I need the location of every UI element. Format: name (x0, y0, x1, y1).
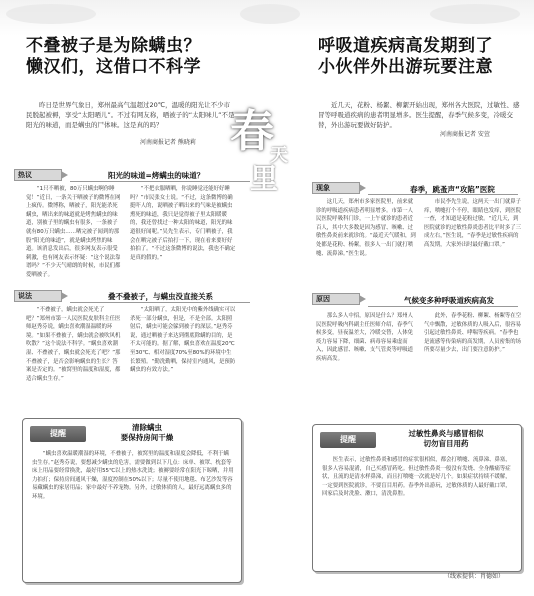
left-tip-title (92, 423, 202, 443)
right-headline (318, 36, 518, 78)
left-reporter: 河南商报记者 熊晓莉 (140, 139, 196, 146)
right-tip-title-line2: 切勿盲目用药 (423, 439, 469, 448)
section-tag-viewpoint: 说法 (14, 290, 62, 302)
left-tip-title-line1: 清除螨虫 (132, 423, 162, 432)
right-tip-title (384, 429, 508, 449)
right-tip-title-line1: 过敏性鼻炎与感冒相似 (408, 429, 484, 438)
left-headline-line2: 懒汉们，这借口不科学 (26, 57, 201, 77)
left-section2-title: 叠不叠被子，与螨虫没直接关系 (108, 292, 213, 301)
day-char: 天 (270, 145, 288, 166)
right-section1-title: 春季，跳蚤声“攻陷”医院 (410, 185, 495, 194)
divider (368, 306, 518, 307)
inside-char: 里 (250, 162, 279, 195)
left-tip-title-line2: 要保持房间干燥 (120, 433, 174, 442)
divider (70, 302, 250, 303)
right-section2-title: 气候变多种呼吸道疾病高发 (404, 296, 494, 305)
source-credit: （线索提供：肖德如） (443, 573, 504, 580)
right-headline-line1: 呼吸道疾病高发期到了 (318, 36, 493, 56)
section-tag-cause: 原因 (312, 293, 360, 305)
divider (368, 194, 518, 195)
right-section2-col2: 此外，春季花粉、柳絮、杨絮等在空气中飘散，过敏体质的人吸入后，很容易引起过敏性鼻炎、哮喘等疾病。“春季也是流感等传染病的高发期，人员密集的场所要尽量少去，出门要注意防护。” (424, 313, 522, 354)
left-headline (26, 36, 241, 78)
section-tag-phenomenon: 现象 (312, 182, 360, 194)
left-tip-label: 提醒 (30, 426, 86, 442)
left-section2-col1: “不叠被子，螨虫就会死光了吧？”郑州市第一人民医院皮肤科主任医师赵秀芬说，螨虫喜欢潮湿温暖的环境。“如果不叠被子，螨虫就会被吹风机吹散？”这个说法不科学。“螨虫喜欢潮湿、不叠被子，螨虫就会死光了吧？”那不叠被子，是否会影响螨虫的生长？答案是否定的。“被窝里的温度和湿度，都适合螨虫生存。” (26, 307, 121, 382)
left-section1-col1: “1只不晒被，80万只螨虫啊你睡觉！”近日，一条关于晒被子的微博在网上疯传。微博称，晒被子，阳光能杀死螨虫，晒出来的味道就是烤焦螨虫的味道，别被子里的螨虫有很多，一条被子就有80万只螨虫……晒完被子闻到的那股“阳光的味道”，就是螨虫烤焦的味道。该消息发出后，很多网友表示很受刺激，也有网友表示怀疑：“这个说法靠谱吗？”不少天气晴朗的时候，市民们都爱晒被子。 (26, 186, 121, 278)
section-tag-hot-topic: 热议 (14, 169, 62, 181)
spring-char: 春 (230, 106, 274, 157)
spring-title-art (230, 95, 300, 200)
right-tip-label: 提醒 (320, 432, 376, 448)
left-section1-col2: “不把衣服晒晒，你说睡觉还能好好睡吗？”市民张女士说。“不过，这条微博的确挺吓人的，说晒被子晒出来的气味是被螨虫熏死的味道，我只是觉得被子里太阳暖暖的，我还曾找过一种太阳的味道，阳光的味道很好闻呢。”吴先生表示，专门晒被子，我会在晒完被子后拍打一下，现在看来要好好拍拍了。“不过这条微博的说法，我也不确定是真的假的。” (130, 186, 236, 261)
right-intro: 近几天，花粉、杨絮、柳絮开始出现，郑州各大医院，过敏性、感冒等呼吸道疾病的患者明显增多。医生提醒，春季气候多变，冷暖交替，外出游玩要做好防护。 (318, 101, 520, 129)
left-section1-title: 阳光的味道=烤螨虫的味道？ (108, 171, 205, 180)
leaf-decoration (430, 4, 520, 24)
divider (70, 181, 250, 182)
right-reporter: 河南商报记者 安萱 (440, 131, 490, 138)
right-section1-col2: 市民李先生说，这两天一出门就鼻子痒，喷嚏打个不停，眼睛也发痒，到医院一查，才知道是花粉过敏。“近几天，到医院就诊的过敏性鼻炎患者比平时多了三成左右，”医生说，“春季是过敏性疾病的高发期，大家外出时最好戴口罩。” (424, 199, 522, 248)
left-headline-line1: 不叠被子是为除螨虫？ (26, 36, 201, 56)
leaf-decoration (240, 4, 300, 24)
top-decorative-band (0, 0, 534, 36)
right-section2-col1: 那么多人中招，原因是什么？郑州人民医院呼吸内科副主任医师介绍，春季气候多变，昼夜温差大，冷暖交替，人体免疫力容易下降，细菌、病毒容易乘虚而入，因此感冒、咳嗽、支气管炎等呼吸道疾病高发。 (316, 313, 414, 362)
leaf-decoration (6, 4, 96, 24)
left-intro: 昨日是世界气象日，郑州最高气温超过20℃，温暖的阳光让不少市民脱起被褥，享受“太阳晒儿”。不过有网友称，晒被子的“太阳味儿”不是阳光的味道，而是螨虫的尸体味。这是真的吗？ (26, 101, 235, 129)
right-section1-col1: 这几天，郑州市多家医院里，前来就诊的呼吸道疾病患者明显增多。市第一人民医院呼吸科门诊，一上午就诊的患者近百人，其中大多数是因为感冒、咳嗽、过敏性鼻炎前来就诊的。“最近天气暖和，到处都是花粉、杨絮，很多人一出门就打喷嚏、流鼻涕。”医生说。 (316, 199, 416, 257)
right-tip-text: 医生表示，过敏性鼻炎和感冒的症状很相似，都会打喷嚏、流鼻涕、鼻塞，很多人容易混淆，自己买感冒药吃。但过敏性鼻炎一般没有发烧、全身酸痛等症状，且流的是清水样鼻涕，而且打喷嚏一次就是好几个。如果症状持续不缓解，一定要到医院就诊，不要盲目用药。春季外出游玩，过敏体质的人最好戴口罩，回家后及时洗脸、漱口，清洗鼻腔。 (322, 457, 511, 498)
left-tip-text: “螨虫喜欢温暖潮湿的环境，不叠被子，被窝里的温度和湿度会降低，不利于螨虫生存。”赵秀芬说，要想减少螨虫的危害，需要做到以下几点：床单、被罩、枕套等床上用品要经常换洗，最好用55℃以上的热水洗烫；被褥要经常在阳光下晾晒，并用力拍打；保持房间通风干燥，湿度控制在50%以下；尽量不使用地毯、布艺沙发等容易藏螨虫的家居用品；家中最好不养宠物。另外，过敏体质的人，最好远离螨虫多的环境。 (32, 451, 234, 500)
right-headline-line2: 小伙伴外出游玩要注意 (318, 57, 493, 77)
left-section2-col2: “太阳晒了，太阳光中的紫外线确实可以杀死一部分螨虫，但是，不是全部。太阳照射后，螨虫可能会躲到被子的深层。”赵秀芬说，通过晒被子来达到彻底除螨的目的，是不太可能的。据了解，螨虫喜欢在温度20℃至30℃、相对湿度70%至80%的环境中生长繁殖。“勤洗勤晒，保持室内通风，是预防螨虫的有效方法。” (130, 307, 236, 374)
